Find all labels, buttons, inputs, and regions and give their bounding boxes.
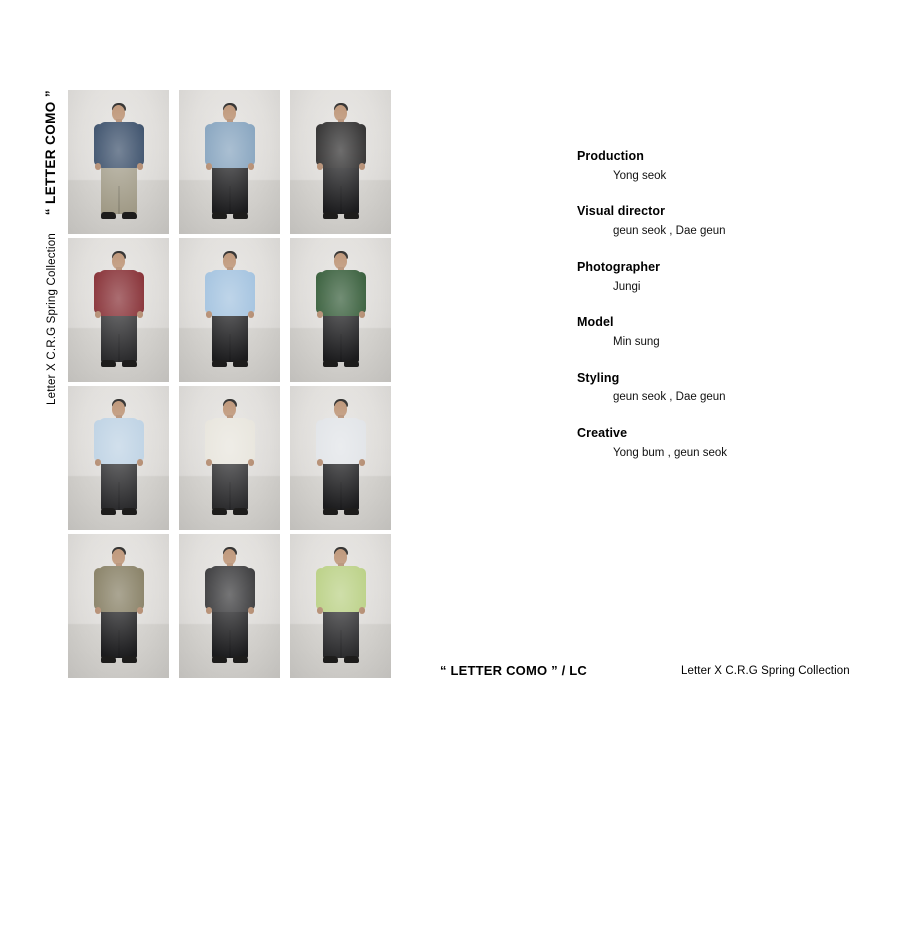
photo-vignette [179, 238, 280, 382]
credit-role: Creative [577, 425, 628, 440]
credit-name: geun seok , Dae geun [613, 391, 726, 404]
lookbook-photo-grid [68, 90, 391, 678]
credit-block [577, 148, 867, 184]
credit-block [577, 314, 867, 350]
photo-vignette [179, 90, 280, 234]
lookbook-photo [290, 534, 391, 678]
credit-role: Photographer [577, 259, 661, 274]
credit-role: Model [577, 315, 614, 330]
credit-role: Styling [577, 370, 620, 385]
collection-title-vertical: “ LETTER COMO ” [43, 90, 58, 216]
photo-vignette [68, 386, 169, 530]
lookbook-photo [68, 534, 169, 678]
credit-role: Visual director [577, 204, 666, 219]
credit-block [577, 203, 867, 239]
photo-vignette [68, 238, 169, 382]
credit-name: geun seok , Dae geun [613, 225, 726, 238]
credit-name: Min sung [613, 336, 660, 349]
credit-block [577, 425, 867, 461]
photo-vignette [290, 238, 391, 382]
lookbook-photo [68, 238, 169, 382]
lookbook-photo [290, 90, 391, 234]
lookbook-photo [68, 90, 169, 234]
credit-role: Production [577, 149, 644, 163]
lookbook-photo [179, 534, 280, 678]
footer-subtitle: Letter X C.R.G Spring Collection [681, 665, 850, 677]
lookbook-photo [179, 386, 280, 530]
photo-vignette [290, 386, 391, 530]
photo-vignette [68, 534, 169, 678]
credit-name: Jungi [613, 280, 641, 293]
lookbook-photo [290, 238, 391, 382]
collection-subtitle-vertical: Letter X C.R.G Spring Collection [46, 233, 58, 405]
photo-vignette [290, 534, 391, 678]
credit-name: Yong bum , geun seok [613, 446, 728, 459]
credit-block [577, 259, 867, 295]
side-title-group [44, 90, 66, 420]
lookbook-photo [179, 238, 280, 382]
photo-vignette [290, 90, 391, 234]
credit-name: Yong seok [613, 169, 667, 182]
photo-vignette [68, 90, 169, 234]
photo-vignette [179, 386, 280, 530]
credits-list [577, 148, 867, 480]
photo-vignette [179, 534, 280, 678]
footer-title: “ LETTER COMO ” / LC [440, 663, 587, 678]
lookbook-photo [179, 90, 280, 234]
credit-block [577, 370, 867, 406]
lookbook-photo [290, 386, 391, 530]
lookbook-photo [68, 386, 169, 530]
